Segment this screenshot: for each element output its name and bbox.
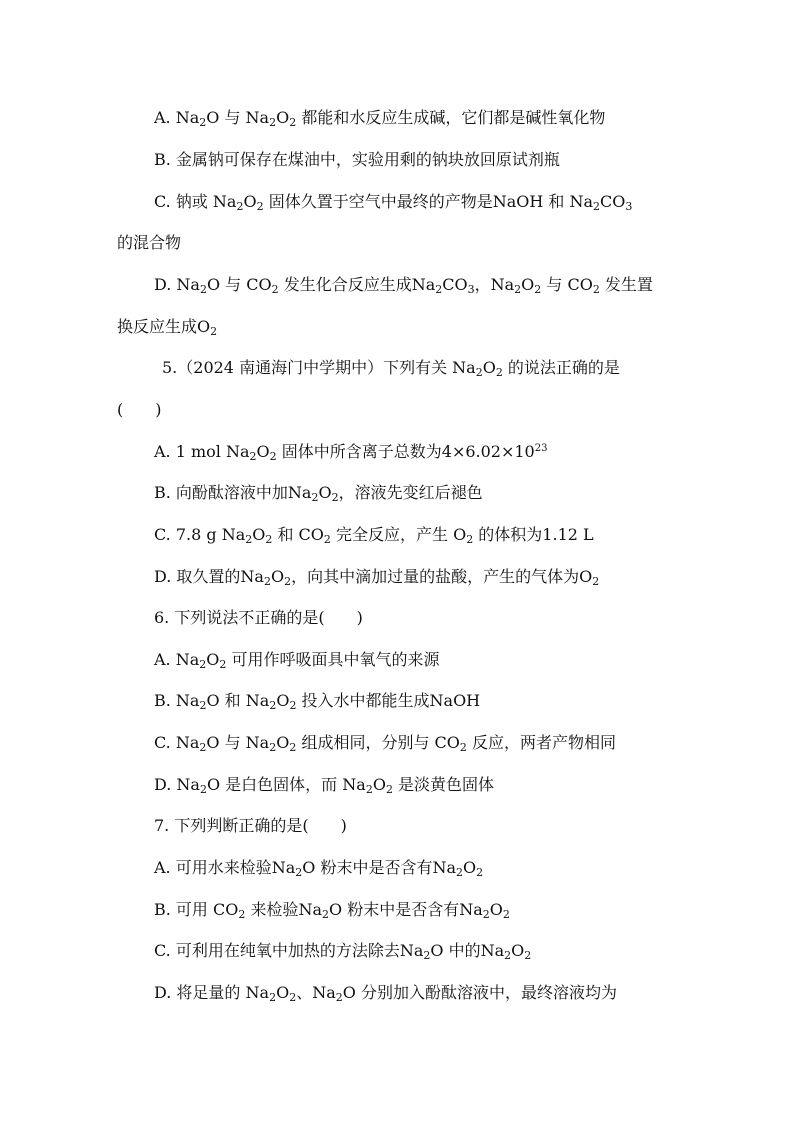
q4-option-b: B. 金属钠可保存在煤油中，实验用剩的钠块放回原试剂瓶 (154, 150, 560, 169)
q5-option-d: D. 取久置的$Na_2O_2$，向其中滴加过量的盐酸，产生的气体为$O_2$ (154, 567, 600, 588)
q7-option-a: A. 可用水来检验$Na_2O$ 粉末中是否含有$Na_2O_2$ (154, 858, 484, 879)
q4-option-d-line1: D. $Na_2O$ 与 $CO_2$ 发生化合反应生成$Na_2CO_3$，$Na_2O_2$ 与 $CO_2$ 发生置 (154, 275, 653, 296)
q6-option-c: C. $Na_2O$ 与 $Na_2O_2$ 组成相同，分别与 $CO_2$ 反应，两者产物相同 (154, 733, 616, 754)
q7-stem: 7. 下列判断正确的是( ) (154, 816, 347, 835)
q4-option-d-line2: 换反应生成$O_2$ (117, 317, 218, 338)
q5-option-c: C. 7.8 g $Na_2O_2$ 和 $CO_2$ 完全反应，产生 $O_2$ 的体积为1.12 L (154, 525, 594, 546)
q5-option-a: A. 1 mol $Na_2O_2$ 固体中所含离子总数为$4\times 6.02\times 10^{23}$ (154, 442, 548, 463)
q5-stem-line1: 5.（2024 南通海门中学期中）下列有关 $Na_2O_2$ 的说法正确的是 (162, 358, 620, 379)
q4-option-c-line1: C. 钠或 $Na_2O_2$ 固体久置于空气中最终的产物是NaOH 和 $Na_2CO_3$ (154, 192, 633, 213)
q6-option-d: D. $Na_2O$ 是白色固体，而 $Na_2O_2$ 是淡黄色固体 (154, 775, 495, 796)
q5-stem-line2: ( ) (117, 400, 162, 419)
q6-option-a: A. $Na_2O_2$ 可用作呼吸面具中氧气的来源 (154, 650, 440, 671)
q4-option-a: A. $Na_2O$ 与 $Na_2O_2$ 都能和水反应生成碱，它们都是碱性氧化物 (154, 108, 606, 129)
q6-stem: 6. 下列说法不正确的是( ) (154, 608, 363, 627)
q5-option-b: B. 向酚酞溶液中加$Na_2O_2$，溶液先变红后褪色 (154, 483, 483, 504)
q4-option-c-line2: 的混合物 (117, 233, 182, 252)
q7-option-d: D. 将足量的 $Na_2O_2$、$Na_2O$ 分别加入酚酞溶液中，最终溶液均为 (154, 983, 617, 1004)
q7-option-c: C. 可利用在纯氧中加热的方法除去$Na_2O$ 中的$Na_2O_2$ (154, 941, 532, 962)
q7-option-b: B. 可用 $CO_2$ 来检验$Na_2O$ 粉末中是否含有$Na_2O_2$ (154, 900, 510, 921)
q6-option-b: B. $Na_2O$ 和 $Na_2O_2$ 投入水中都能生成NaOH (154, 691, 481, 712)
